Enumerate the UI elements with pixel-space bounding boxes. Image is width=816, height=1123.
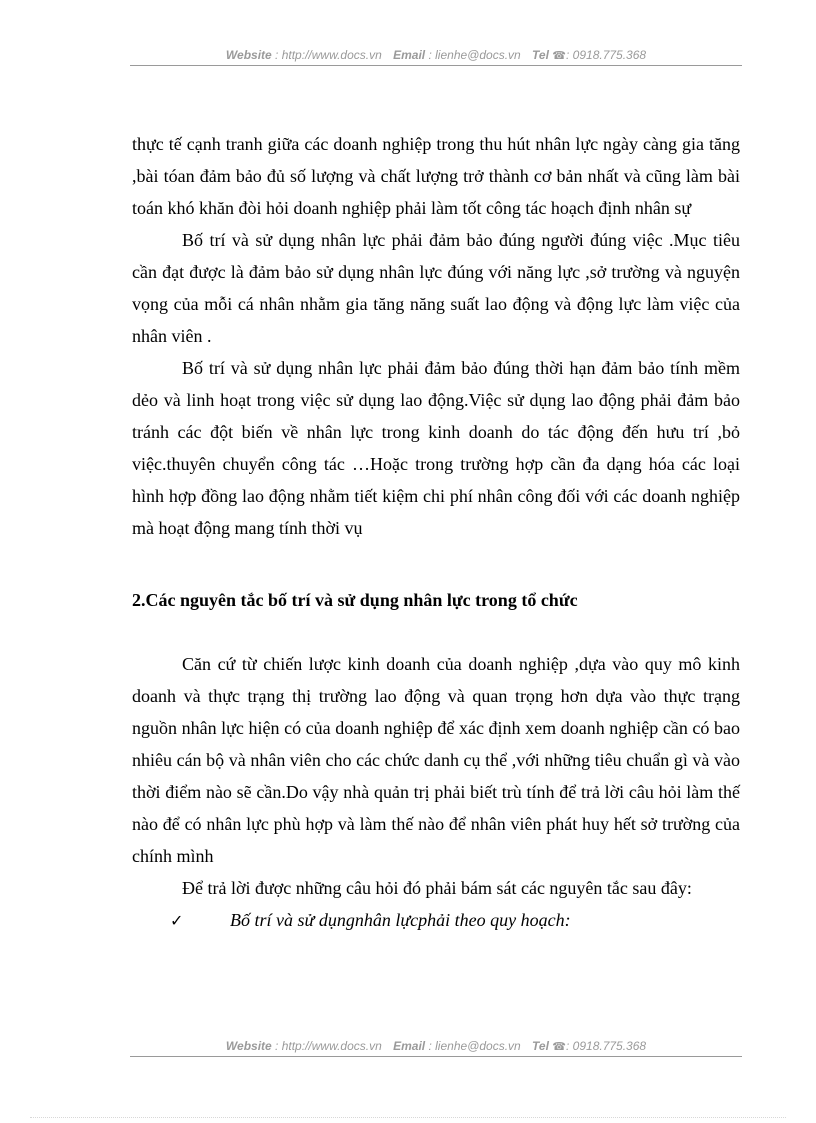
bullet-text: Bố trí và sử dụngnhân lựcphải theo quy hoạch: <box>230 910 571 930</box>
section-heading: 2.Các nguyên tắc bố trí và sử dụng nhân lực trong tổ chức <box>132 590 578 610</box>
footer-website-label: Website <box>225 1039 272 1053</box>
document-body <box>132 128 740 937</box>
header-email-value[interactable]: : lienhe@docs.vn <box>428 48 521 62</box>
page-edge-divider <box>30 1117 786 1118</box>
footer-website-url[interactable]: : http://www.docs.vn <box>275 1039 382 1053</box>
footer-email-label: Email <box>393 1039 426 1053</box>
paragraph-5: Để trả lời được những câu hỏi đó phải bám sát các nguyên tắc sau đây: <box>182 878 692 898</box>
paragraph-4: Căn cứ từ chiến lược kinh doanh của doanh nghiệp ,dựa vào quy mô kinh doanh và thực trạng thị trường lao động và quan trọng hơn dựa vào thực trạng nguồn nhân lực hiện có của doanh nghiệp để xác định xem doanh nghiệp cần có bao nhiêu cán bộ và nhân viên cho các chức danh cụ thể ,với những tiêu chuẩn gì và vào thời điểm nào sẽ cần.Do vậy nhà quản trị phải biết trù tính để trả lời câu hỏi làm thế nào để có nhân lực phù hợp và làm thế nào để nhân viên phát huy hết sở trường của chính mình <box>132 654 740 866</box>
header-email-label: Email <box>393 48 426 62</box>
footer-email-value[interactable]: : lienhe@docs.vn <box>428 1039 521 1053</box>
phone-icon: ☎ <box>552 1041 566 1053</box>
paragraph-3: Bố trí và sử dụng nhân lực phải đảm bảo đúng thời hạn đảm bảo tính mềm dẻo và linh hoạt trong việc sử dụng lao động.Việc sử dụng lao động phải đảm bảo tránh các đột biến về nhân lực trong kinh doanh do tác động đến hưu trí ,bỏ việc.thuyên chuyển công tác …Hoặc trong trường hợp cần đa dạng hóa các loại hình hợp đồng lao động nhằm tiết kiệm chi phí nhân công đối với các doanh nghiệp mà hoạt động mang tính thời vụ <box>132 358 740 538</box>
header-website-label: Website <box>225 48 272 62</box>
checkmark-icon: ✓ <box>170 911 184 930</box>
page-header <box>130 48 742 66</box>
page-footer <box>130 1039 742 1057</box>
header-tel-value: : 0918.775.368 <box>566 48 647 62</box>
header-tel-label: Tel <box>532 48 549 62</box>
header-website-url[interactable]: : http://www.docs.vn <box>275 48 382 62</box>
footer-tel-value: : 0918.775.368 <box>566 1039 647 1053</box>
bullet-item <box>132 904 740 937</box>
footer-tel-label: Tel <box>532 1039 549 1053</box>
paragraph-1: thực tế cạnh tranh giữa các doanh nghiệp trong thu hút nhân lực ngày càng gia tăng ,bài tóan đảm bảo đủ số lượng và chất lượng trở thành cơ bản nhất và cũng làm bài toán khó khăn đòi hỏi doanh nghiệp phải làm tốt công tác hoạch định nhân sự <box>132 134 740 218</box>
phone-icon: ☎ <box>552 50 566 62</box>
paragraph-2: Bố trí và sử dụng nhân lực phải đảm bảo đúng người đúng việc .Mục tiêu cần đạt được là đảm bảo sử dụng nhân lực đúng với năng lực ,sở trường và nguyện vọng của mỗi cá nhân nhằm gia tăng năng suất lao động và động lực làm việc của nhân viên . <box>132 230 740 346</box>
